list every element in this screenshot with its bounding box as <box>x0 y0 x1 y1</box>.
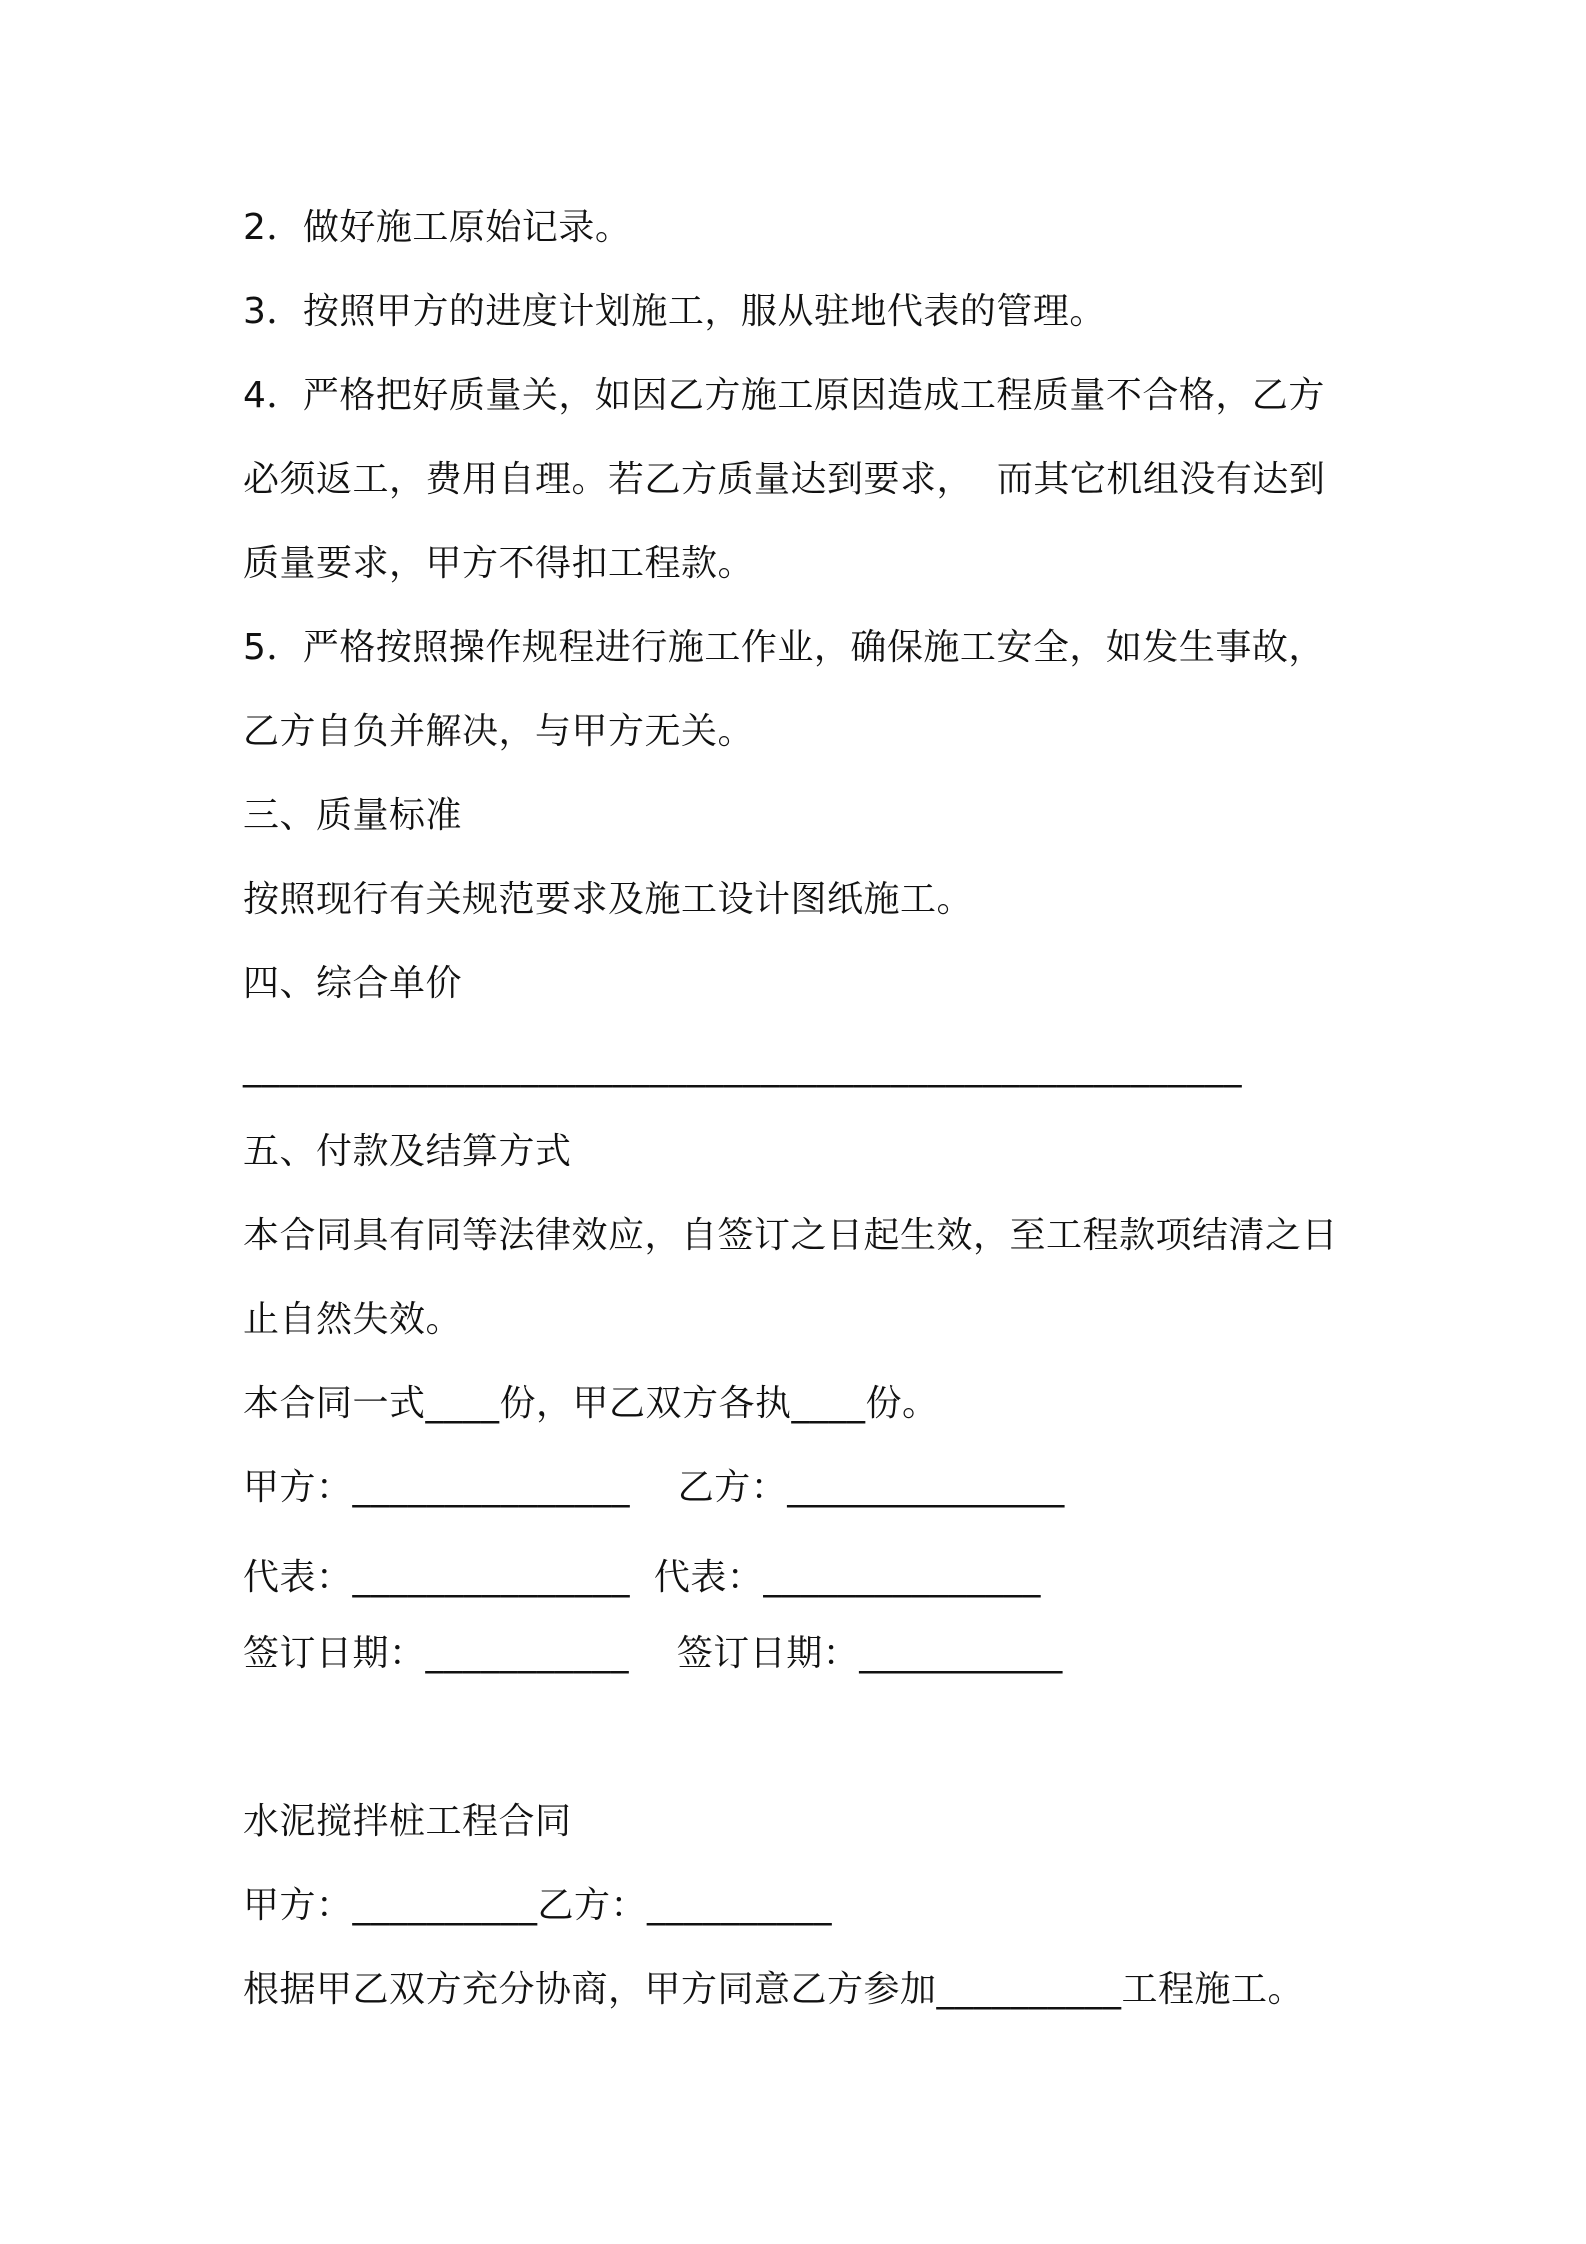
copies-line: 本合同一式____份，甲乙双方各执____份。 <box>243 1383 939 1424</box>
parties-line: 甲方：__________乙方：__________ <box>243 1885 833 1926</box>
unit-price-blank: ______________________________________________________ <box>243 1047 1242 1088</box>
section-4-heading: 四、综合单价 <box>243 963 463 1004</box>
section-3-body: 按照现行有关规范要求及施工设计图纸施工。 <box>243 879 974 920</box>
section-3-heading: 三、质量标准 <box>243 795 463 836</box>
clause-4-quality-line-3: 质量要求，甲方不得扣工程款。 <box>243 543 755 584</box>
clause-5-safety-line-2: 乙方自负并解决，与甲方无关。 <box>243 711 755 752</box>
party-signature-line: 甲方：_______________ 乙方：_______________ <box>243 1467 1065 1508</box>
section-5-heading: 五、付款及结算方式 <box>243 1131 572 1172</box>
contract-title: 水泥搅拌桩工程合同 <box>243 1801 572 1842</box>
signing-date-line: 签订日期：___________ 签订日期：___________ <box>243 1633 1063 1674</box>
agreement-intro: 根据甲乙双方充分协商，甲方同意乙方参加__________工程施工。 <box>243 1969 1305 2010</box>
validity-line-1: 本合同具有同等法律效应，自签订之日起生效，至工程款项结清之日 <box>243 1215 1339 1256</box>
clause-3-schedule: 3．按照甲方的进度计划施工，服从驻地代表的管理。 <box>243 291 1106 332</box>
clause-5-safety-line-1: 5．严格按照操作规程进行施工作业，确保施工安全，如发生事故， <box>243 627 1325 668</box>
clause-4-quality-line-1: 4．严格把好质量关，如因乙方施工原因造成工程质量不合格，乙方 <box>243 375 1325 416</box>
clause-4-quality-line-2: 必须返工，费用自理。若乙方质量达到要求， 而其它机组没有达到 <box>243 459 1326 500</box>
validity-line-2: 止自然失效。 <box>243 1299 463 1340</box>
representative-line: 代表：_______________ 代表：_______________ <box>243 1557 1041 1598</box>
clause-2-record: 2．做好施工原始记录。 <box>243 207 632 248</box>
